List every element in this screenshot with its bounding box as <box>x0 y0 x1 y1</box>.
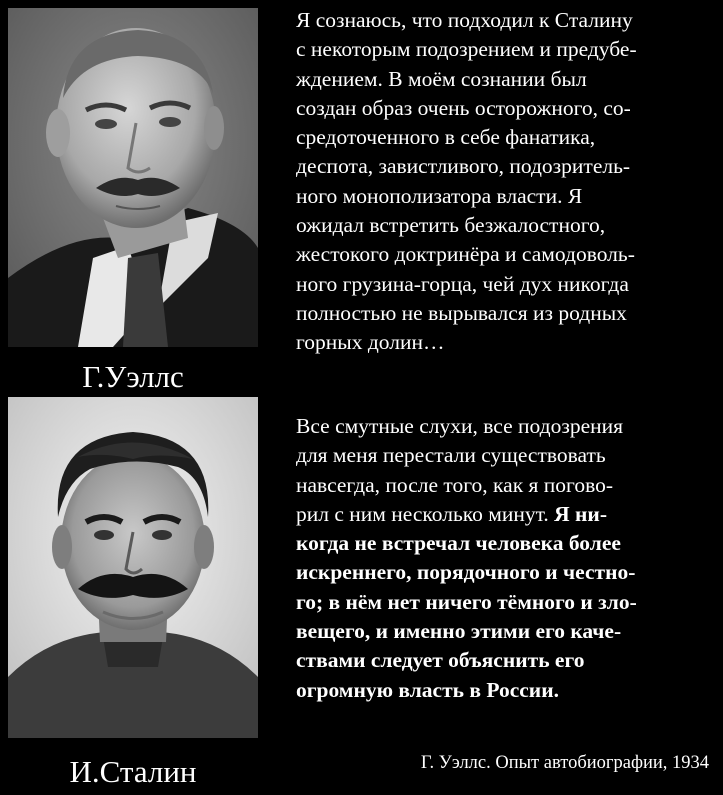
quote-source: Г. Уэллс. Опыт автобиографии, 1934 <box>420 753 709 773</box>
quote-paragraph-2 <box>296 412 716 705</box>
wells-caption: Г.Уэллс <box>82 359 184 394</box>
stalin-portrait-image <box>8 397 258 738</box>
stalin-caption: И.Сталин <box>69 754 197 789</box>
wells-portrait <box>8 8 258 347</box>
quote-paragraph-1: Я сознаюсь, что подходил к Сталину с некоторым подозрением и предубе- ждением. В моём сознании был создан образ очень осторожного, со- средоточенного в себе фанатика, деспота, завистливого, подозритель- ного монополизатора власти. Я ожидал встретить безжалостного, жестокого доктринёра и самодоволь- ного грузина-горца, чей дух никогда полностью не вырывался из родных горных долин… <box>296 8 637 355</box>
wells-portrait-image <box>8 8 258 347</box>
quote-paragraph-2-bold: Я ни- когда не встречал человека более искреннего, порядочного и честно- го; в нём нет ничего тёмного и зло- вещего, и именно этими его каче- ствами следует объяснить его огромную власть в России. <box>296 501 637 702</box>
stalin-portrait <box>8 397 258 738</box>
quote-paragraph-2-regular: Все смутные слухи, все подозрения для меня перестали существовать навсегда, после того, как я погово- рил с ним несколько минут. <box>296 414 624 526</box>
